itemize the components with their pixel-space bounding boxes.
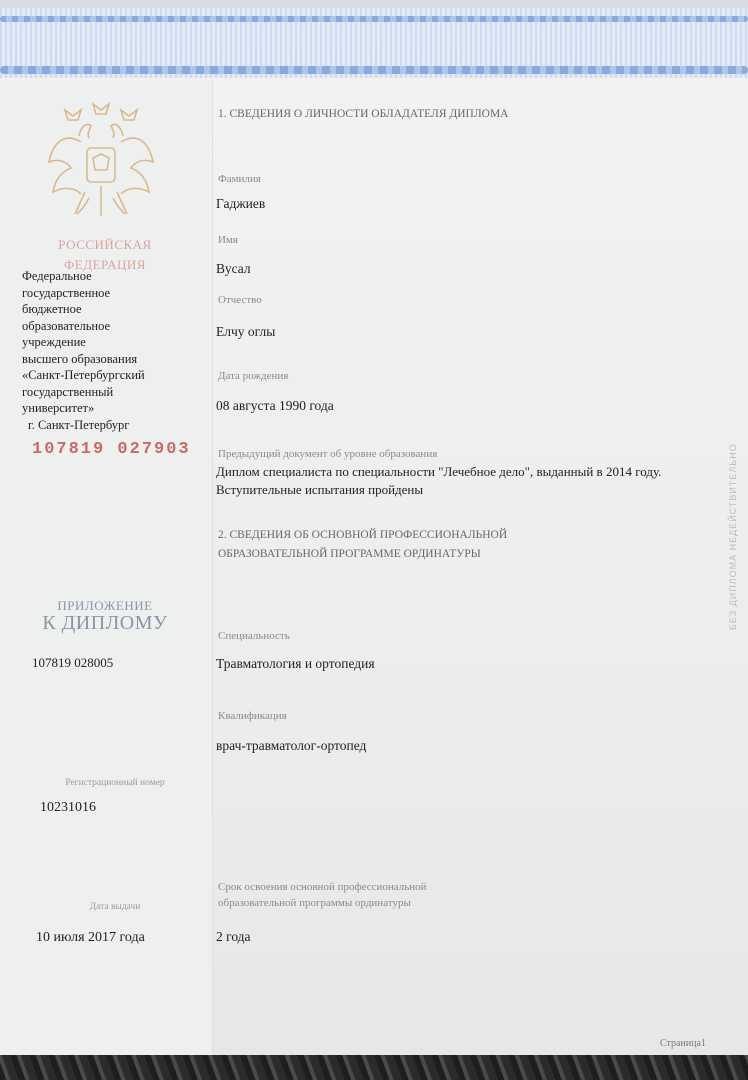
validity-side-note: БЕЗ ДИПЛОМА НЕДЕЙСТВИТЕЛЬНО — [728, 443, 738, 630]
appendix-number: 107819 028005 — [32, 655, 114, 670]
institution-line: высшего образования — [22, 351, 138, 366]
page-number: Страница1 — [660, 1038, 706, 1049]
appendix-title-line-1: ПРИЛОЖЕНИЕ — [57, 598, 153, 613]
institution-line: государственный — [22, 384, 114, 399]
patronymic-label: Отчество — [218, 294, 262, 306]
surname-value: Гаджиев — [216, 196, 266, 211]
qualification-value: врач-травматолог-ортопед — [216, 738, 367, 753]
institution-line: Федеральное — [22, 269, 92, 283]
issue-date-label: Дата выдачи — [89, 902, 141, 912]
institution-line: университет» — [22, 401, 95, 415]
institution-line: государственное — [22, 285, 111, 300]
duration-label-line-1: Срок освоения основной профессиональной — [218, 881, 427, 893]
institution-line: учреждение — [22, 335, 86, 349]
country-line-1: РОССИЙСКАЯ — [58, 237, 152, 252]
institution-line: бюджетное — [22, 302, 82, 316]
specialty-value: Травматология и ортопедия — [216, 656, 375, 671]
previous-document-line-2: Вступительные испытания пройдены — [216, 482, 424, 497]
section-1-title: 1. СВЕДЕНИЯ О ЛИЧНОСТИ ОБЛАДАТЕЛЯ ДИПЛОМА — [218, 108, 509, 120]
registration-number: 10231016 — [40, 800, 96, 815]
institution-city: г. Санкт-Петербург — [28, 417, 130, 432]
registration-label: Регистрационный номер — [65, 778, 165, 788]
section-2-title-line-2: ОБРАЗОВАТЕЛЬНОЙ ПРОГРАММЕ ОРДИНАТУРЫ — [218, 548, 481, 560]
institution-line: «Санкт-Петербургский — [22, 368, 145, 382]
country-line-2: ФЕДЕРАЦИЯ — [64, 257, 146, 272]
institution-name — [22, 268, 202, 433]
decorative-border-band — [0, 8, 748, 78]
bottom-edge — [0, 1055, 748, 1080]
birth-date-value: 08 августа 1990 года — [216, 398, 334, 413]
diploma-serial-number: 107819 027903 — [32, 440, 191, 459]
double-headed-eagle-emblem-icon — [45, 102, 157, 220]
qualification-label: Квалификация — [218, 710, 287, 722]
specialty-label: Специальность — [218, 630, 290, 642]
patronymic-value: Елчу оглы — [216, 324, 276, 339]
name-label: Имя — [218, 234, 238, 246]
name-value: Вусал — [216, 261, 251, 276]
previous-document-line-1: Диплом специалиста по специальности "Лечебное дело", выданный в 2014 году. — [216, 464, 662, 479]
issue-date: 10 июля 2017 года — [36, 930, 145, 945]
birth-date-label: Дата рождения — [218, 370, 289, 382]
surname-label: Фамилия — [218, 173, 261, 185]
institution-line: образовательное — [22, 318, 111, 333]
previous-document-label: Предыдущий документ об уровне образования — [218, 448, 438, 460]
duration-label-line-2: образовательной программы ординатуры — [218, 897, 411, 909]
duration-value: 2 года — [216, 929, 251, 944]
top-edge — [0, 0, 748, 8]
section-2-title-line-1: 2. СВЕДЕНИЯ ОБ ОСНОВНОЙ ПРОФЕССИОНАЛЬНОЙ — [218, 529, 508, 541]
appendix-title-line-2: К ДИПЛОМУ — [42, 612, 168, 634]
